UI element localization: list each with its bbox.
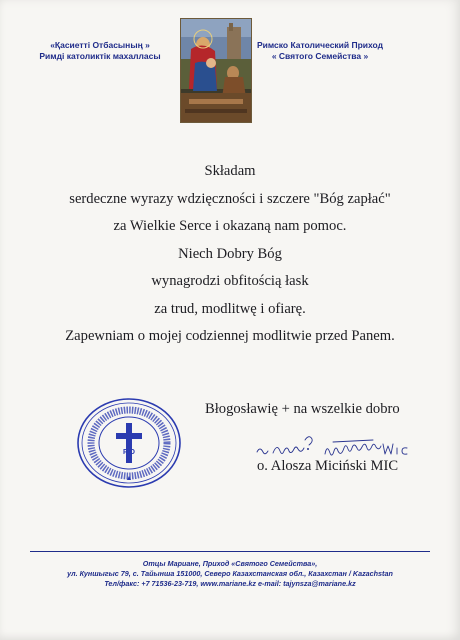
letter-line: wynagrodzi obfitością łask xyxy=(151,273,309,289)
parish-seal xyxy=(75,396,183,490)
header-right-line-1: Римско Католический Приход xyxy=(256,40,384,50)
letter-line: Zapewniam o mojej codziennej modlitwie przed Panem. xyxy=(65,328,395,344)
footer-line-3: Тел/факс: +7 71536-23-719, www.mariane.kz e-mail: tajynsza@mariane.kz xyxy=(104,579,356,588)
footer-line-2: ул. Куншыгыс 79, с. Тайынша 151000, Северо Казахстанская обл., Казахстан / Kazachstan xyxy=(67,569,393,578)
footer-address xyxy=(10,559,450,589)
letter-body xyxy=(20,158,440,351)
footer-divider xyxy=(30,551,430,552)
blessing-line: Błogosławię + na wszelkie dobro xyxy=(205,401,400,417)
letter-line: za Wielkie Serce i okazaną nam pomoc. xyxy=(113,218,347,234)
header-kazakh xyxy=(30,40,170,62)
header-russian xyxy=(250,40,390,62)
header-left-line-2: Римді католиктік махалласы xyxy=(39,51,161,61)
letter-line: za trud, modlitwę i ofiarę. xyxy=(154,300,306,317)
letter-line: serdeczne wyrazy wdzięczności i szczere "Bóg zapłać" xyxy=(69,190,391,207)
letter-line: Niech Dobry Bóg xyxy=(178,245,282,262)
letter-line: Składam xyxy=(204,163,256,179)
holy-family-icon xyxy=(180,18,252,123)
footer-line-1: Отцы Мариане, Приход «Святого Семейства», xyxy=(142,559,318,568)
signer-name: o. Alosza Miciński MIC xyxy=(257,458,399,474)
header-left-line-1: «Қасиетті Отбасының » xyxy=(50,40,150,50)
seal-letters: P O xyxy=(123,449,135,456)
header-right-line-2: « Святого Семейства » xyxy=(271,51,369,61)
